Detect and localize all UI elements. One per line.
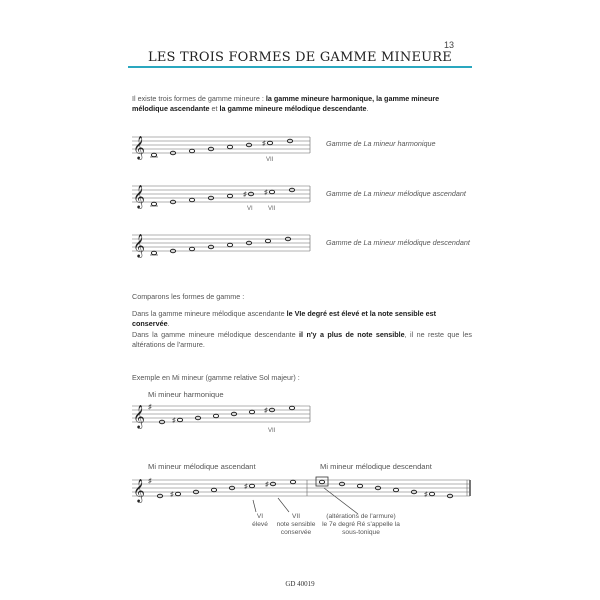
annotation-desc-text-3: sous-tonique (342, 529, 380, 536)
note (429, 492, 434, 495)
note (227, 243, 232, 246)
note (151, 251, 156, 254)
note (269, 190, 274, 193)
compare-p2-suffix: , il ne reste que les altérations de l'armure. (132, 330, 472, 349)
annotation-vii-degree: VII (291, 513, 301, 520)
treble-clef-icon: 𝄞 (133, 184, 145, 208)
sharp-icon: ♯ (244, 483, 248, 491)
annotation-vi (248, 513, 272, 529)
annotation-vii (271, 513, 321, 537)
mi-melodic-asc-label: Mi mineur mélodique ascendant (148, 462, 256, 471)
compare-p2-prefix: Dans la gamme mineure mélodique descendante (132, 330, 300, 339)
intro-paragraph (132, 94, 472, 114)
treble-clef-icon: 𝄞 (133, 135, 145, 159)
degree-label-vi: VI (247, 206, 253, 212)
note (189, 198, 194, 201)
caption-la-harmonic: Gamme de La mineur harmonique (326, 139, 436, 148)
note (189, 247, 194, 250)
note (249, 484, 254, 487)
compare-paragraph-2 (132, 330, 472, 350)
sharp-icon: ♯ (262, 140, 266, 148)
footer-code: GD 40019 (285, 580, 315, 588)
key-signature-sharp-icon: ♯ (148, 404, 152, 411)
staff-la-melodic-desc (132, 229, 312, 269)
staff-mi-harmonic (132, 400, 312, 440)
note (357, 484, 362, 487)
compare-paragraph-1 (132, 309, 472, 329)
note (151, 202, 156, 205)
staff-la-harmonic (132, 131, 312, 171)
note (249, 410, 254, 413)
annotation-vi-degree: VI (256, 513, 264, 520)
intro-middle: et (209, 104, 220, 113)
annotation-vii-text-1: note sensible (276, 521, 316, 528)
note (151, 153, 156, 156)
degree-label-vii: VII (266, 157, 274, 163)
note (267, 141, 272, 144)
sharp-icon: ♯ (264, 189, 268, 197)
sharp-icon: ♯ (264, 407, 268, 415)
staff-mi-melodic (132, 474, 472, 514)
caption-la-melodic-asc: Gamme de La mineur mélodique ascendant (326, 189, 466, 198)
intro-prefix: Il existe trois formes de gamme mineure : (132, 94, 266, 103)
treble-clef-icon: 𝄞 (133, 478, 145, 502)
note (289, 406, 294, 409)
annotation-vii-text-2: conservée (280, 529, 312, 536)
intro-bold-1: la gamme mineure harmonique, la gamme mineure mélodique ascendante (132, 94, 440, 113)
note (213, 414, 218, 417)
sharp-icon: ♯ (265, 481, 269, 489)
note (319, 480, 324, 483)
highlight-box (316, 477, 328, 486)
key-signature-sharp-icon: ♯ (148, 478, 152, 485)
page-title: LES TROIS FORMES DE GAMME MINEURE (148, 50, 452, 65)
mi-harmonic-label: Mi mineur harmonique (148, 390, 224, 399)
note (290, 480, 295, 483)
note (177, 418, 182, 421)
treble-clef-icon: 𝄞 (133, 233, 145, 257)
mi-melodic-desc-label: Mi mineur mélodique descendant (320, 462, 432, 471)
annotation-desc-text-2: le 7e degré Ré s'appelle la (322, 521, 400, 528)
intro-suffix: . (366, 104, 369, 113)
degree-label-vii: VII (268, 206, 276, 212)
compare-heading: Comparons les formes de gamme : (132, 292, 245, 301)
treble-clef-icon: 𝄞 (133, 404, 145, 428)
annotation-descending (316, 513, 406, 537)
sharp-icon: ♯ (172, 417, 176, 425)
degree-label-vii: VII (268, 428, 276, 434)
arrow-vii (278, 498, 289, 512)
staff-la-melodic-asc (132, 180, 312, 220)
page-number: 13 (443, 40, 454, 50)
note (265, 239, 270, 242)
compare-p2-bold: il n'y a plus de note sensible (299, 330, 405, 339)
annotation-vi-text: élevé (252, 521, 268, 528)
note (227, 145, 232, 148)
note (175, 492, 180, 495)
compare-p1-bold: le VIe degré est élevé et la note sensible est conservée (132, 309, 437, 328)
sharp-icon: ♯ (424, 491, 428, 499)
note (211, 488, 216, 491)
title-rule (128, 66, 472, 68)
note (189, 149, 194, 152)
example-heading: Exemple en Mi mineur (gamme relative Sol majeur) : (132, 373, 300, 382)
note (227, 194, 232, 197)
compare-p1-suffix: . (167, 319, 170, 328)
arrow-vi (253, 500, 256, 512)
caption-la-melodic-desc: Gamme de La mineur mélodique descendant (326, 238, 470, 247)
compare-p1-prefix: Dans la gamme mineure mélodique ascendante (132, 309, 287, 318)
intro-bold-2: la gamme mineure mélodique descendante (219, 104, 367, 113)
note (393, 488, 398, 491)
sharp-icon: ♯ (243, 191, 247, 199)
annotation-desc-text-1: (altérations de l'armure) (326, 513, 396, 520)
sharp-icon: ♯ (170, 491, 174, 499)
